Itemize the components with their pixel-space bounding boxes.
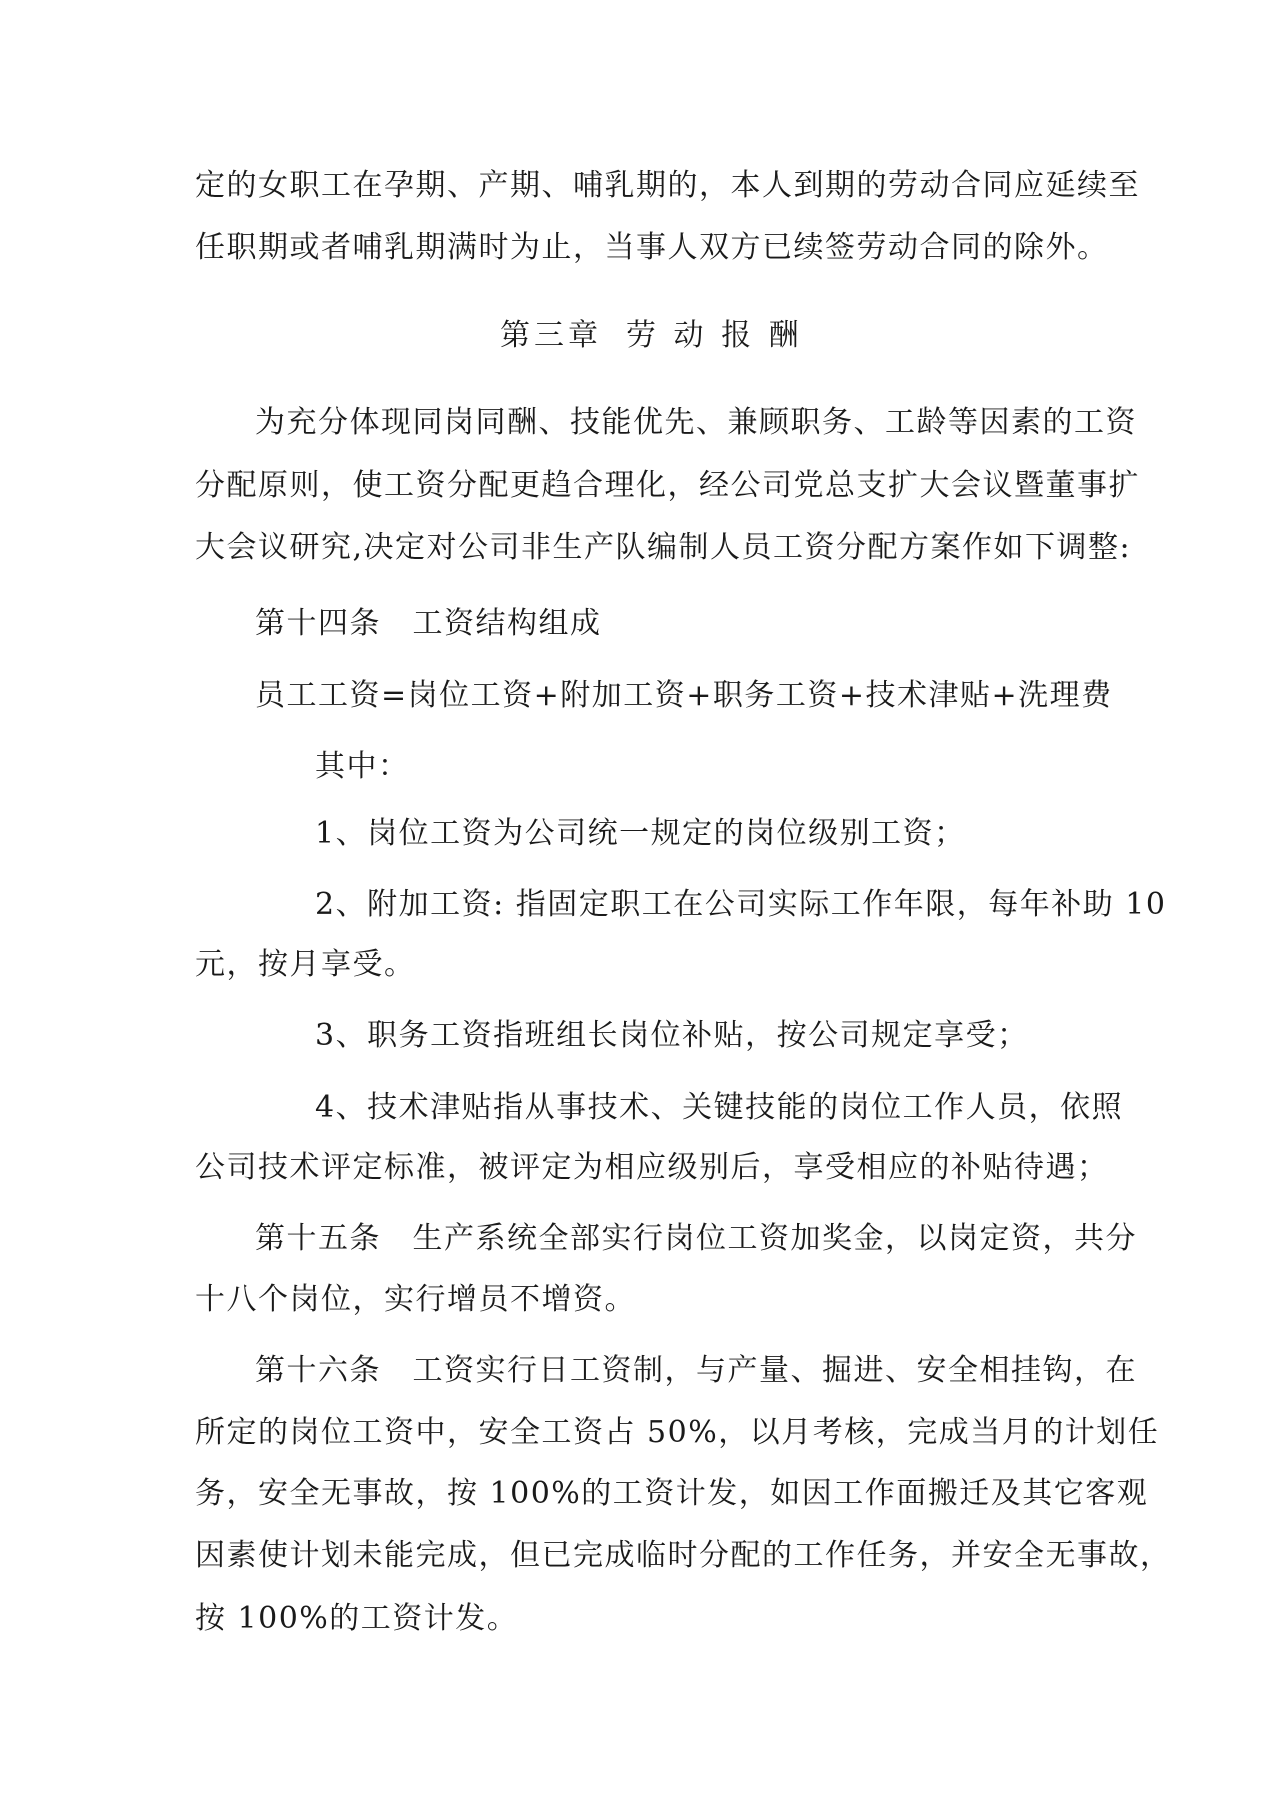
intro-line: 分配原则，使工资分配更趋合理化，经公司党总支扩大会议暨董事扩 bbox=[195, 468, 1140, 503]
chapter-number: 第三章 bbox=[500, 318, 602, 353]
list-item-continued: 元，按月享受。 bbox=[195, 947, 416, 982]
list-item: 4、技术津贴指从事技术、关键技能的岗位工作人员，依照 bbox=[315, 1090, 1124, 1125]
list-item: 3、职务工资指班组长岗位补贴，按公司规定享受； bbox=[315, 1018, 1029, 1053]
article-15-line: 十八个岗位，实行增员不增资。 bbox=[195, 1282, 636, 1317]
chapter-heading bbox=[500, 318, 803, 354]
intro-line: 为充分体现同岗同酬、技能优先、兼顾职务、工龄等因素的工资 bbox=[255, 405, 1137, 440]
paragraph-line: 任职期或者哺乳期满时为止，当事人双方已续签劳动合同的除外。 bbox=[195, 230, 1109, 265]
article-16-line: 因素使计划未能完成，但已完成临时分配的工作任务，并安全无事故， bbox=[195, 1538, 1172, 1573]
list-item: 2、附加工资: 指固定职工在公司实际工作年限，每年补助 10 bbox=[315, 887, 1167, 922]
among-label: 其中： bbox=[315, 749, 410, 784]
list-item-continued: 公司技术评定标准，被评定为相应级别后，享受相应的补贴待遇； bbox=[195, 1150, 1109, 1185]
chapter-title: 劳 动 报 酬 bbox=[626, 318, 803, 353]
list-item: 1、岗位工资为公司统一规定的岗位级别工资； bbox=[315, 816, 966, 851]
article-14-heading: 第十四条 工资结构组成 bbox=[255, 606, 602, 641]
salary-formula: 员工工资=岗位工资+附加工资+职务工资+技术津贴+洗理费 bbox=[255, 678, 1113, 713]
article-16-line: 按 100%的工资计发。 bbox=[195, 1601, 519, 1636]
article-15-line: 第十五条 生产系统全部实行岗位工资加奖金，以岗定资，共分 bbox=[255, 1221, 1137, 1256]
article-16-line: 第十六条 工资实行日工资制，与产量、掘进、安全相挂钩，在 bbox=[255, 1353, 1137, 1388]
article-16-line: 务，安全无事故，按 100%的工资计发，如因工作面搬迁及其它客观 bbox=[195, 1476, 1149, 1511]
article-16-line: 所定的岗位工资中，安全工资占 50%，以月考核，完成当月的计划任 bbox=[195, 1415, 1160, 1450]
paragraph-line: 定的女职工在孕期、产期、哺乳期的，本人到期的劳动合同应延续至 bbox=[195, 168, 1140, 203]
intro-line: 大会议研究,决定对公司非生产队编制人员工资分配方案作如下调整: bbox=[195, 530, 1132, 565]
